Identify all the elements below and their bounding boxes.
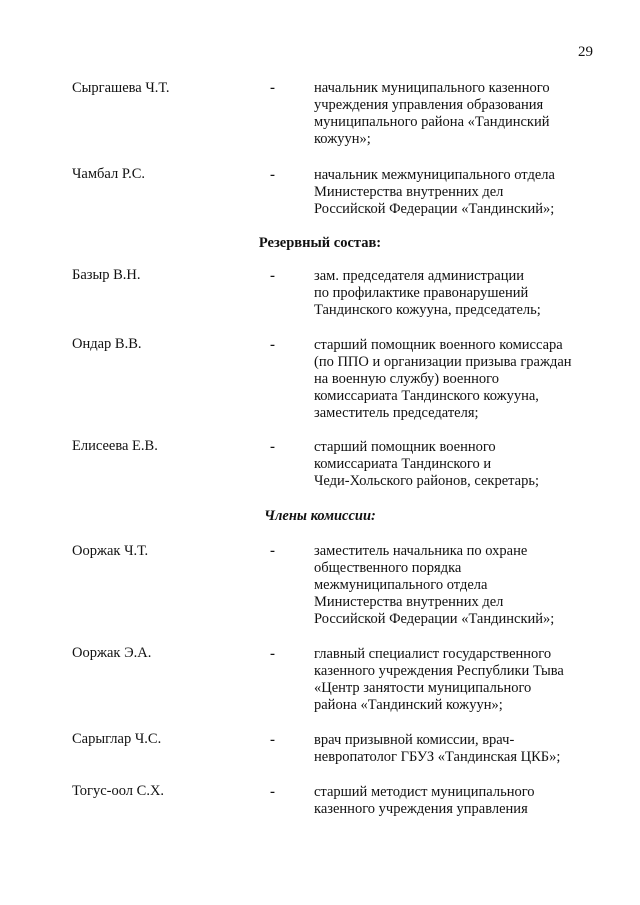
role-line: на военную службу) военного (314, 371, 499, 387)
member-role (314, 646, 604, 714)
role-line: (по ППО и организации призыва граждан (314, 354, 572, 370)
role-line: Чеди-Хольского районов, секретарь; (314, 473, 539, 489)
role-line: «Центр занятости муниципального (314, 680, 532, 696)
member-name: Тогус-оол С.Х. (72, 783, 165, 799)
role-line: муниципального района «Тандинский (314, 114, 550, 130)
role-line: Тандинского кожууна, председатель; (314, 302, 541, 318)
role-line: старший помощник военного комиссара (314, 337, 563, 353)
entry-dash: - (270, 543, 275, 559)
role-line: общественного порядка (314, 560, 462, 576)
entry-dash: - (270, 268, 275, 284)
entry-dash: - (270, 732, 275, 748)
member-name: Сарыглар Ч.С. (72, 731, 162, 747)
page-number: 29 (578, 44, 593, 60)
role-line: Российской Федерации «Тандинский»; (314, 611, 555, 627)
role-line: Министерства внутренних дел (314, 184, 504, 200)
role-line: начальник межмуниципального отдела (314, 167, 555, 183)
role-line: старший помощник военного (314, 439, 496, 455)
member-name: Ооржак Ч.Т. (72, 543, 149, 559)
member-role (314, 167, 604, 218)
role-line: врач призывной комиссии, врач- (314, 732, 515, 748)
entry-dash: - (270, 784, 275, 800)
role-line: казенного учреждения управления (314, 801, 528, 817)
entry-dash: - (270, 167, 275, 183)
role-line: кожуун»; (314, 131, 371, 147)
entry-dash: - (270, 80, 275, 96)
role-line: невропатолог ГБУЗ «Тандинская ЦКБ»; (314, 749, 561, 765)
member-name: Ондар В.В. (72, 336, 142, 352)
member-name: Базыр В.Н. (72, 267, 141, 283)
member-role (314, 784, 604, 818)
role-line: комиссариата Тандинского кожууна, (314, 388, 539, 404)
role-line: зам. председателя администрации (314, 268, 525, 284)
role-line: комиссариата Тандинского и (314, 456, 492, 472)
role-line: учреждения управления образования (314, 97, 544, 113)
role-line: главный специалист государственного (314, 646, 552, 662)
member-name: Сыргашева Ч.Т. (72, 80, 170, 96)
entry-dash: - (270, 337, 275, 353)
member-role (314, 732, 604, 766)
role-line: по профилактике правонарушений (314, 285, 529, 301)
role-line: заместитель начальника по охране (314, 543, 528, 559)
member-name: Елисеева Е.В. (72, 438, 158, 454)
role-line: заместитель председателя; (314, 405, 479, 421)
entry-dash: - (270, 439, 275, 455)
member-role (314, 543, 604, 628)
member-role (314, 337, 604, 422)
role-line: Министерства внутренних дел (314, 594, 504, 610)
member-name: Чамбал Р.С. (72, 166, 146, 182)
entry-dash: - (270, 646, 275, 662)
role-line: Российской Федерации «Тандинский»; (314, 201, 555, 217)
role-line: района «Тандинский кожуун»; (314, 697, 503, 713)
role-line: казенного учреждения Республики Тыва (314, 663, 564, 679)
member-role (314, 80, 604, 148)
role-line: начальник муниципального казенного (314, 80, 550, 96)
section-heading-reserve: Резервный состав: (258, 235, 382, 251)
member-name: Ооржак Э.А. (72, 645, 152, 661)
member-role (314, 439, 604, 490)
section-heading-members: Члены комиссии: (264, 508, 376, 524)
member-role (314, 268, 604, 319)
role-line: старший методист муниципального (314, 784, 535, 800)
role-line: межмуниципального отдела (314, 577, 488, 593)
